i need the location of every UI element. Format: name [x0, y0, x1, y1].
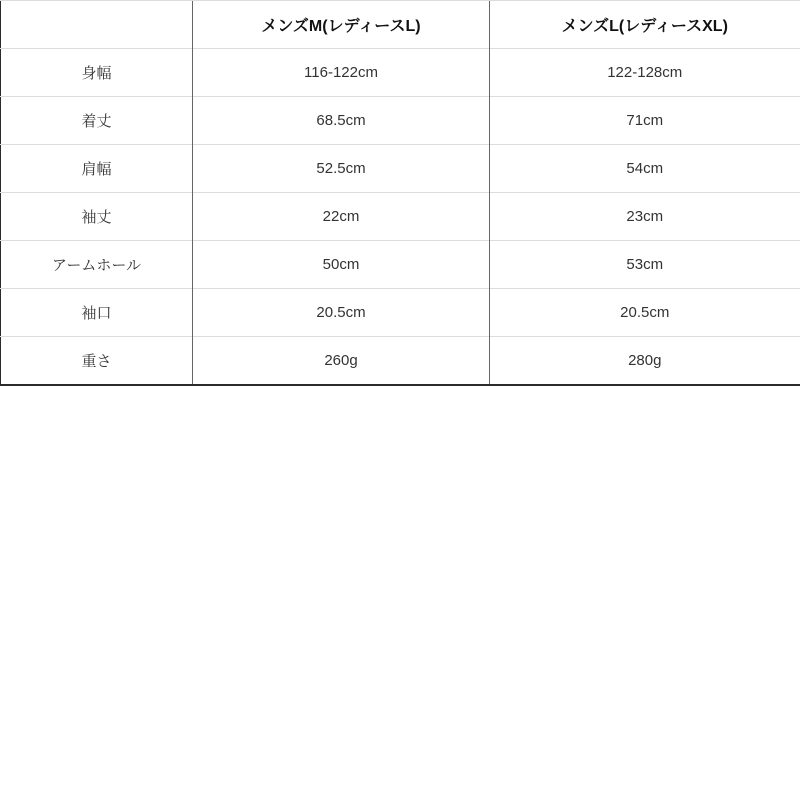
- row-label-cell: 肩幅: [1, 145, 193, 193]
- row-label-cell: 身幅: [1, 49, 193, 97]
- header-cell-mens-l: メンズL(レディースXL): [490, 1, 800, 49]
- value-cell-mens-l: 20.5cm: [490, 289, 800, 337]
- header-row: [1, 1, 800, 49]
- value-cell-mens-l: 53cm: [490, 241, 800, 289]
- value-cell-mens-m: 116-122cm: [193, 49, 490, 97]
- value-cell-mens-l: 23cm: [490, 193, 800, 241]
- value-cell-mens-l: 122-128cm: [490, 49, 800, 97]
- value-cell-mens-m: 22cm: [193, 193, 490, 241]
- table-row: [1, 49, 800, 97]
- value-cell-mens-m: 50cm: [193, 241, 490, 289]
- row-label-cell: 袖口: [1, 289, 193, 337]
- size-spec-table: [0, 0, 800, 386]
- value-cell-mens-m: 20.5cm: [193, 289, 490, 337]
- value-cell-mens-m: 260g: [193, 337, 490, 385]
- value-cell-mens-l: 54cm: [490, 145, 800, 193]
- table-row: [1, 337, 800, 385]
- value-cell-mens-l: 71cm: [490, 97, 800, 145]
- value-cell-mens-l: 280g: [490, 337, 800, 385]
- row-label-cell: アームホール: [1, 241, 193, 289]
- table-row: [1, 145, 800, 193]
- row-label-cell: 着丈: [1, 97, 193, 145]
- header-cell-mens-m: メンズM(レディースL): [193, 1, 490, 49]
- table-row: [1, 97, 800, 145]
- table-row: [1, 289, 800, 337]
- row-label-cell: 重さ: [1, 337, 193, 385]
- table-row: [1, 193, 800, 241]
- table-row: [1, 241, 800, 289]
- value-cell-mens-m: 52.5cm: [193, 145, 490, 193]
- row-label-cell: 袖丈: [1, 193, 193, 241]
- value-cell-mens-m: 68.5cm: [193, 97, 490, 145]
- header-cell-empty: [1, 1, 193, 49]
